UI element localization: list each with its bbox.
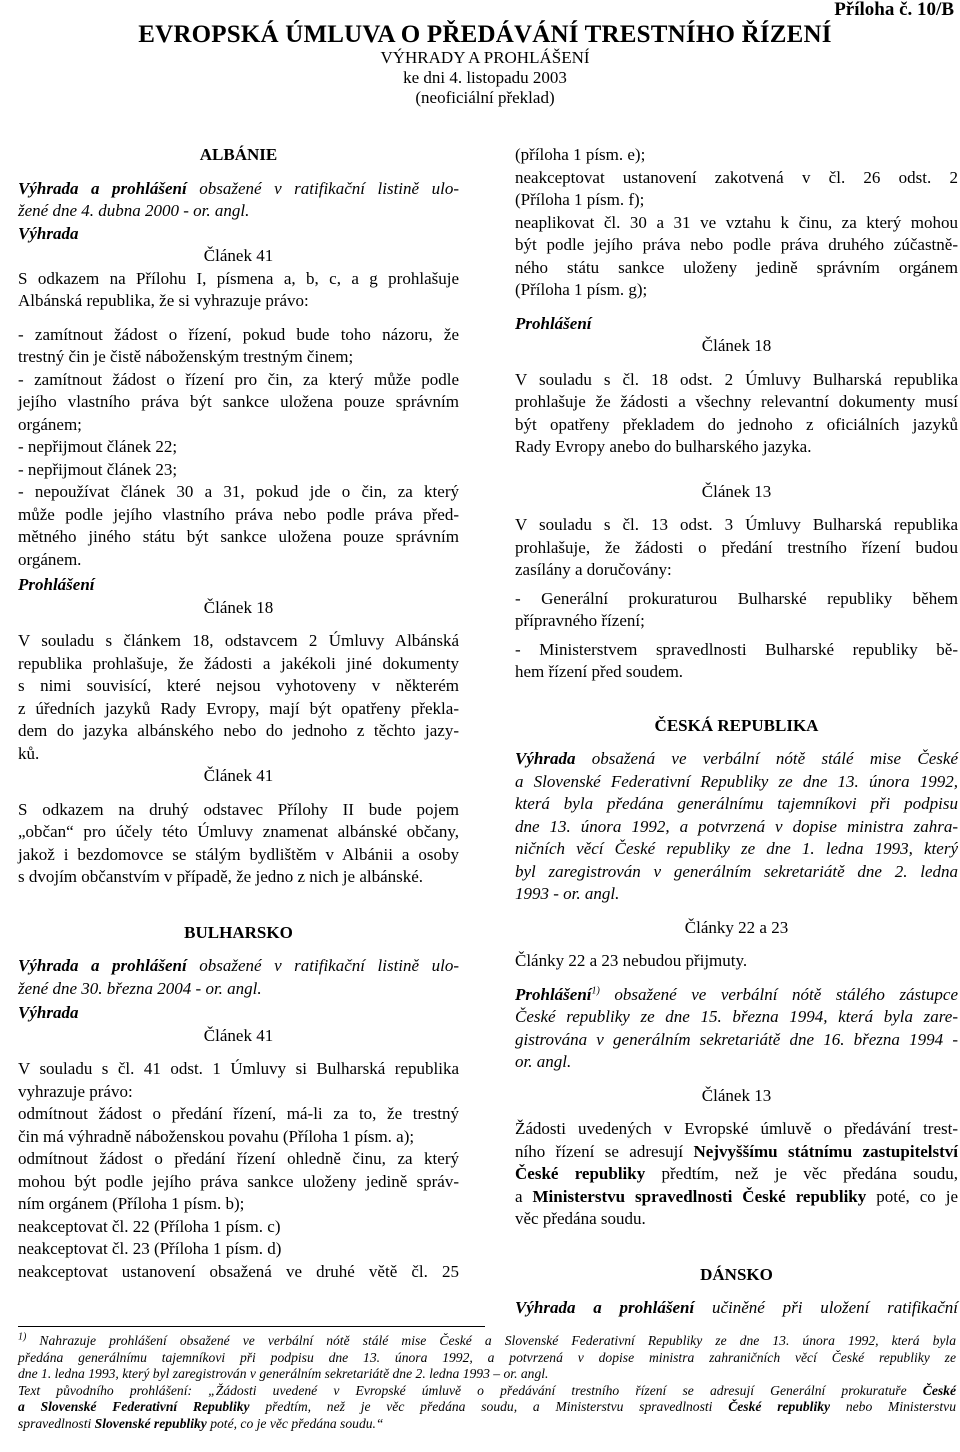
albania-article-41b-line: „občan“ pro účely této Úmluvy znamenat albánské občany, (18, 822, 459, 841)
bulgaria-article-13-item: hem řízení před soudem. (515, 662, 684, 681)
right-column (515, 144, 958, 1320)
bulgaria-article-18-line: Rady Evropy anebo do bulharského jazyka. (515, 437, 812, 456)
albania-declaration-label: Prohlášení (18, 575, 95, 594)
bulgaria-item-line: ním orgánem (Příloha 1 písm. b); (18, 1194, 245, 1213)
footnote-line: $^{1)}$ Nahrazuje prohlášení obsažené ve verbální nótě stálé mise České a Slovenské Federativní Republiky ze dne 13. února 1992, která byla (18, 1331, 956, 1348)
bulgaria-item-line: (Příloha 1 písm. f); (515, 190, 645, 209)
czech-article-13-line: České republiky předtím, než je věc předána soudu, (515, 1164, 958, 1183)
czech-declaration-line: or. angl. (515, 1052, 572, 1071)
czech-article-13-line: a Ministerstvu spravedlnosti České republiky poté, co je (515, 1186, 958, 1206)
bulgaria-item-line: mohou být podle jejího práva sankce uloženy jedině správ- (18, 1171, 459, 1191)
albania-intro-line2: žené dne 4. dubna 2000 - or. angl. (18, 201, 250, 220)
albania-item-line: trestný čin je čistě náboženským trestným činem; (18, 347, 354, 366)
czech-declaration-line: České republiky ze dne 15. března 1994, která byla zare- (515, 1007, 958, 1026)
bulgaria-item-line: odmítnout žádost o předání řízení, má-li za to, že trestný (18, 1104, 459, 1123)
czech-article-13-line: Žádosti uvedených v Evropské úmluvě o předávání trest- (515, 1119, 958, 1138)
bulgaria-article-18-title: Článek 18 (701, 336, 772, 355)
albania-intro-line1: Výhrada a prohlášení obsažené v ratifikační listině ulo- (18, 178, 459, 198)
albania-item-line: mětného jiného státu být sankce uložena pouze správním (18, 527, 459, 546)
section-heading-denmark: DÁNSKO (700, 1264, 773, 1284)
section-heading-bulgaria: BULHARSKO (184, 922, 293, 942)
bulgaria-article-13-item: - Ministerstvem spravedlnosti Bulharské republiky bě- (515, 639, 958, 659)
bulgaria-item-line: neakceptovat čl. 22 (Příloha 1 písm. c) (18, 1216, 281, 1236)
albania-article-18-line: dem do jazyka albánského nebo do jednoho z těchto jazy- (18, 721, 459, 740)
albania-item-line: - zamítnout žádost o řízení, pokud bude toho názoru, že (18, 324, 459, 344)
footnote (18, 1333, 956, 1432)
albania-item-line: - nepřijmout článek 23; (18, 459, 178, 479)
albania-article-41-line1: S odkazem na Přílohu I, písmena a, b, c, a g prohlašuje (18, 268, 459, 288)
document-title: EVROPSKÁ ÚMLUVA O PŘEDÁVÁNÍ TRESTNÍHO ŘÍZENÍ (138, 21, 832, 48)
albania-item-line: orgánem; (18, 414, 82, 434)
section-heading-czech-republic: ČESKÁ REPUBLIKA (654, 715, 819, 735)
czech-reservation-line: Výhrada obsažená ve verbální nótě stálé mise České (515, 749, 958, 768)
czech-articles-22-23-text: Články 22 a 23 nebudou přijmuty. (515, 951, 748, 970)
bulgaria-article-18-line: prohlašuje že žádosti a všechny relevantní dokumenty musí (515, 392, 958, 411)
czech-reservation-line: která byla předána generálnímu tajemníkovi při podpisu (515, 794, 958, 813)
bulgaria-item-line: neakceptovat čl. 23 (Příloha 1 písm. d) (18, 1239, 282, 1258)
albania-reservation-label: Výhrada (18, 223, 79, 243)
bulgaria-article-13-line: prohlašuje, že žádosti o předání trestního řízení budou (515, 537, 958, 557)
translation-note: (neoficiální překlad) (415, 88, 555, 107)
albania-article-41b-title: Článek 41 (203, 766, 274, 785)
albania-article-41-title: Článek 41 (203, 246, 274, 265)
bulgaria-item-line: čin má výhradně náboženskou povahu (Příloha 1 písm. a); (18, 1126, 415, 1146)
annex-number: Příloha č. 10/B (834, 0, 954, 20)
bulgaria-item-line: neakceptovat ustanovení obsažená ve druhé větě čl. 25 (18, 1261, 459, 1281)
bulgaria-reservation-label: Výhrada (18, 1003, 79, 1022)
bulgaria-item-line: odmítnout žádost o předání řízení ohledně činu, za který (18, 1149, 459, 1168)
czech-reservation-line: ničních věcí České republiky ze dne 1. ledna 1993, který (515, 839, 958, 858)
czech-declaration-line: Prohlášení$^{1)}$ obsažené ve verbální nótě stálého zástupce (515, 984, 958, 1004)
czech-articles-22-23-title: Články 22 a 23 (684, 917, 789, 937)
document-date: ke dni 4. listopadu 2003 (403, 68, 567, 87)
bulgaria-article-41-title: Článek 41 (203, 1025, 274, 1045)
albania-item-line: - nepřijmout článek 22; (18, 437, 178, 456)
denmark-intro-line: Výhrada a prohlášení učiněné při uložení ratifikační (515, 1298, 958, 1317)
bulgaria-article-13-line: zasílány a doručovány: (515, 560, 672, 579)
left-column (18, 144, 459, 1283)
document-header (100, 21, 870, 108)
albania-article-18-line: ků. (18, 743, 40, 763)
bulgaria-item-line: (příloha 1 písm. e); (515, 145, 646, 164)
document-subtitle: VÝHRADY A PROHLÁŠENÍ (380, 48, 590, 67)
bulgaria-article-41-line2: vyhrazuje právo: (18, 1081, 133, 1101)
bulgaria-item-line: neakceptovat ustanovení zakotvená v čl. 26 odst. 2 (515, 167, 958, 187)
czech-article-13-line: věc předána soudu. (515, 1209, 646, 1228)
albania-item-line: - zamítnout žádost o řízení pro čin, za který může podle (18, 369, 459, 389)
albania-article-18-line: s nimi souvisící, které nejsou vyhotoveny v některém (18, 676, 459, 695)
footnote-line: a Slovenské Federativní Republiky předtím, než je věc předána soudu, a Ministerstvu spravedlnosti České republiky nebo Ministerstvu (18, 1399, 956, 1414)
bulgaria-item-line: (Příloha 1 písm. g); (515, 280, 648, 299)
bulgaria-article-13-item: - Generální prokuraturou Bulharské republiky během (515, 588, 958, 608)
bulgaria-article-13-line: V souladu s čl. 13 odst. 3 Úmluvy Bulharská republika (515, 515, 958, 534)
bulgaria-article-18-line: být opatřeny překladem do jednoho z oficiálních jazyků (515, 414, 958, 434)
czech-article-13-title: Článek 13 (701, 1085, 772, 1105)
albania-article-41b-line: jakož i bezdomovce se stálým bydlištěm v Albánii a osoby (18, 844, 459, 864)
czech-reservation-line: dne 13. února 1992, a potvrzená v dopise ministra zahra- (515, 816, 958, 836)
bulgaria-article-18-line: V souladu s čl. 18 odst. 2 Úmluvy Bulharská republika (515, 369, 958, 389)
bulgaria-intro-line2: žené dne 30. března 2004 - or. angl. (18, 978, 262, 998)
czech-reservation-line: 1993 - or. angl. (515, 884, 620, 903)
bulgaria-intro-line1: Výhrada a prohlášení obsažené v ratifikační listině ulo- (18, 956, 459, 975)
albania-article-18-title: Článek 18 (203, 597, 274, 617)
footnote-line: spravedlnosti Slovenské republiky poté, co je věc předána soudu.“ (18, 1415, 384, 1431)
albania-article-18-line: V souladu s článkem 18, odstavcem 2 Úmluvy Albánská (18, 631, 459, 650)
czech-reservation-line: a Slovenské Federativní Republiky ze dne 13. února 1992, (515, 771, 958, 791)
albania-article-41b-line: s dvojím občanstvím v případě, že jedno z nich je albánské. (18, 867, 424, 886)
albania-article-18-line: z úředních jazyků Rady Evropy, mají být opatřeny překla- (18, 698, 459, 718)
czech-reservation-line: byl zaregistrován v generálním sekretariátě dne 2. ledna (515, 861, 958, 881)
albania-article-41-line2: Albánská republika, že si vyhrazuje právo: (18, 291, 309, 310)
bulgaria-declaration-label: Prohlášení (515, 313, 592, 333)
albania-item-line: orgánem. (18, 549, 82, 569)
bulgaria-article-41-line1: V souladu s čl. 41 odst. 1 Úmluvy si Bulharská republika (18, 1059, 459, 1078)
bulgaria-item-line: být podle jejího práva nebo podle práva druhého zúčastně- (515, 235, 958, 254)
footnote-line: předána generálnímu tajemníkovi při podpisu dne 13. února 1992, a potvrzená v dopise ministra zahraničních věcí České republiky ze (18, 1349, 956, 1365)
albania-article-41b-line: S odkazem na druhý odstavec Přílohy II bude pojem (18, 799, 459, 819)
section-heading-albania: ALBÁNIE (199, 145, 278, 164)
footnote-line: dne 1. ledna 1993, který byl zaregistrován v generálním sekretariátě dne 2. ledna 1993 – or. angl. (18, 1366, 549, 1381)
bulgaria-item-line: neaplikovat čl. 30 a 31 ve vztahu k činu, za který mohou (515, 212, 958, 232)
bulgaria-item-line: ného státu sankce uloženy jedině správním orgánem (515, 257, 958, 277)
bulgaria-article-13-item: přípravného řízení; (515, 611, 645, 630)
bulgaria-article-13-title: Článek 13 (701, 481, 772, 501)
czech-declaration-line: gistrována v generálním sekretariátě dne 16. března 1994 - (515, 1029, 958, 1049)
footnote-ref: 1) (591, 984, 600, 996)
albania-article-18-line: republika prohlašuje, že žádosti a jakékoli jiné dokumenty (18, 653, 459, 673)
czech-article-13-line: ního řízení se adresují Nejvyššímu státnímu zastupitelství (515, 1141, 958, 1161)
albania-item-line: může podle jejího vlastního práva nebo podle práva před- (18, 504, 459, 524)
footnote-separator (18, 1326, 485, 1327)
albania-item-line: jejího vlastního práva být sankce uložena pouze správním (18, 392, 459, 411)
albania-item-line: - nepoužívat článek 30 a 31, pokud jde o čin, za který (18, 482, 459, 501)
footnote-line: Text původního prohlášení: „Žádosti uvedené v Evropské úmluvě o předávání trestního řízení se adresují Generální prokuratuře České (18, 1382, 956, 1398)
